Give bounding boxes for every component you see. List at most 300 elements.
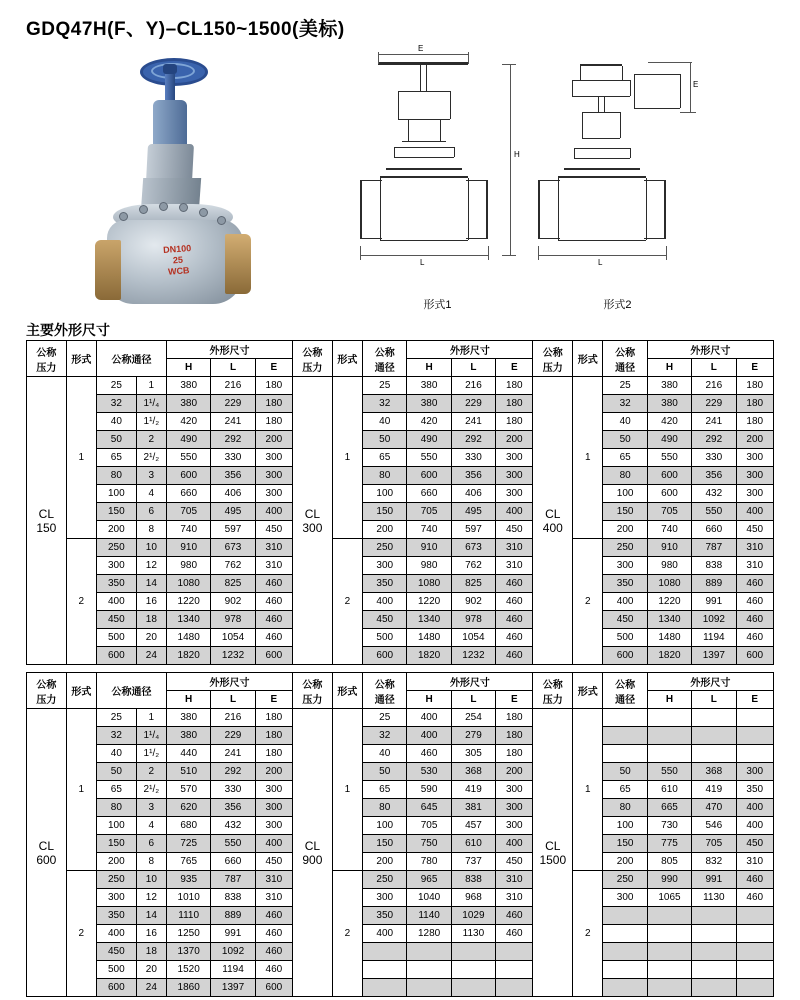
l-cell: 292 (692, 431, 736, 449)
header-dimensions: 外形尺寸 (167, 341, 293, 359)
e-cell: 460 (255, 593, 292, 611)
dn-inch-cell: 8 (136, 853, 166, 871)
l-cell: 432 (692, 485, 736, 503)
dn-cell: 600 (97, 647, 137, 665)
dn-cell: 50 (97, 431, 137, 449)
h-cell: 990 (647, 871, 691, 889)
section-title: 主要外形尺寸 (26, 322, 110, 338)
technical-drawing-form1 (350, 44, 525, 312)
header-dimensions: 外形尺寸 (407, 673, 533, 691)
dn-cell: 100 (97, 817, 137, 835)
e-cell (736, 979, 774, 997)
l-cell: 330 (692, 449, 736, 467)
dn-cell: 250 (603, 871, 647, 889)
e-cell: 460 (496, 593, 533, 611)
table-row (27, 575, 774, 593)
h-cell: 1370 (167, 943, 211, 961)
table-row (27, 817, 774, 835)
table-row (27, 431, 774, 449)
e-cell: 300 (736, 763, 774, 781)
marking-dn: DN100 (162, 243, 192, 255)
table-row (27, 979, 774, 997)
table-row (27, 889, 774, 907)
l-cell: 1397 (211, 979, 255, 997)
table-row (27, 961, 774, 979)
dn-cell: 100 (603, 485, 647, 503)
pressure-class-cell: CL 300 (293, 377, 333, 665)
header-h: H (407, 691, 451, 709)
table-row (27, 413, 774, 431)
l-cell: 241 (692, 413, 736, 431)
dn-cell: 350 (97, 907, 137, 925)
table-row (27, 629, 774, 647)
h-cell: 600 (647, 485, 691, 503)
header-pressure: 公称 压力 (293, 341, 333, 377)
e-cell: 180 (255, 395, 292, 413)
header-l: L (451, 359, 495, 377)
dn-cell: 32 (363, 727, 407, 745)
e-cell: 180 (496, 745, 533, 763)
dn-cell: 200 (603, 853, 647, 871)
header-nominal-diameter: 公称 通径 (363, 673, 407, 709)
l-cell: 229 (451, 395, 495, 413)
e-cell: 300 (255, 799, 292, 817)
h-cell: 705 (167, 503, 211, 521)
l-cell: 356 (211, 799, 255, 817)
e-cell: 180 (496, 377, 533, 395)
e-cell: 350 (736, 781, 774, 799)
dn-cell: 50 (603, 763, 647, 781)
dn-inch-cell: 2 (136, 763, 166, 781)
e-cell (736, 907, 774, 925)
e-cell: 200 (496, 763, 533, 781)
form-cell: 2 (332, 539, 362, 665)
e-cell (736, 745, 774, 763)
l-cell: 1232 (211, 647, 255, 665)
header-l: L (211, 691, 255, 709)
dn-inch-cell: 2¹/₂ (136, 449, 166, 467)
e-cell: 460 (736, 611, 774, 629)
l-cell: 406 (451, 485, 495, 503)
header-h: H (647, 359, 691, 377)
e-cell: 460 (496, 575, 533, 593)
dn-cell: 80 (603, 799, 647, 817)
h-cell: 1010 (167, 889, 211, 907)
e-cell: 600 (255, 647, 292, 665)
h-cell: 620 (167, 799, 211, 817)
header-e: E (496, 359, 533, 377)
l-cell: 546 (692, 817, 736, 835)
e-cell: 460 (736, 593, 774, 611)
dn-inch-cell: 10 (136, 871, 166, 889)
dn-cell: 32 (363, 395, 407, 413)
drawing1-label-l: L (420, 258, 425, 267)
e-cell: 300 (736, 485, 774, 503)
dn-cell: 450 (97, 943, 137, 961)
header-nominal-diameter: 公称通径 (97, 341, 167, 377)
l-cell (692, 745, 736, 763)
e-cell: 400 (496, 503, 533, 521)
l-cell: 1130 (692, 889, 736, 907)
l-cell: 991 (211, 925, 255, 943)
e-cell: 180 (496, 709, 533, 727)
l-cell: 610 (451, 835, 495, 853)
l-cell: 902 (211, 593, 255, 611)
h-cell: 1340 (407, 611, 451, 629)
l-cell: 292 (451, 431, 495, 449)
dn-cell: 400 (97, 593, 137, 611)
e-cell: 310 (496, 871, 533, 889)
dn-cell: 150 (97, 503, 137, 521)
l-cell: 991 (692, 871, 736, 889)
h-cell: 550 (647, 763, 691, 781)
h-cell: 490 (647, 431, 691, 449)
drawing2-label-l: L (598, 258, 603, 267)
l-cell: 254 (451, 709, 495, 727)
h-cell: 1480 (167, 629, 211, 647)
e-cell: 400 (736, 817, 774, 835)
dn-cell: 32 (97, 395, 137, 413)
dn-cell: 65 (97, 781, 137, 799)
h-cell (407, 979, 451, 997)
table-row (27, 647, 774, 665)
h-cell: 510 (167, 763, 211, 781)
l-cell: 381 (451, 799, 495, 817)
handwheel-hub-icon (163, 64, 177, 74)
l-cell: 356 (692, 467, 736, 485)
h-cell (407, 961, 451, 979)
dn-cell: 400 (97, 925, 137, 943)
dn-inch-cell: 3 (136, 799, 166, 817)
e-cell: 460 (255, 943, 292, 961)
l-cell: 305 (451, 745, 495, 763)
form-cell: 2 (332, 871, 362, 997)
e-cell: 400 (255, 503, 292, 521)
marking-material: WCB (167, 265, 190, 277)
dn-inch-cell: 24 (136, 979, 166, 997)
form-cell: 1 (573, 377, 603, 539)
h-cell: 680 (167, 817, 211, 835)
l-cell (692, 925, 736, 943)
l-cell: 229 (211, 395, 255, 413)
l-cell: 368 (451, 763, 495, 781)
l-cell: 229 (211, 727, 255, 745)
dn-cell: 250 (97, 539, 137, 557)
dn-cell: 600 (363, 647, 407, 665)
dn-cell: 500 (603, 629, 647, 647)
table-row (27, 835, 774, 853)
table-row (27, 503, 774, 521)
l-cell: 991 (692, 593, 736, 611)
drawing1-label-h: H (514, 150, 520, 159)
table-row (27, 467, 774, 485)
dn-cell (603, 727, 647, 745)
l-cell: 832 (692, 853, 736, 871)
l-cell: 356 (451, 467, 495, 485)
header-form: 形式 (66, 341, 96, 377)
l-cell: 292 (211, 431, 255, 449)
header-form: 形式 (332, 673, 362, 709)
l-cell: 406 (211, 485, 255, 503)
dn-cell (603, 907, 647, 925)
e-cell: 300 (255, 449, 292, 467)
dn-inch-cell: 16 (136, 925, 166, 943)
h-cell: 730 (647, 817, 691, 835)
h-cell: 660 (167, 485, 211, 503)
table-header-row (27, 341, 774, 359)
e-cell: 300 (255, 485, 292, 503)
dn-cell: 450 (603, 611, 647, 629)
h-cell: 530 (407, 763, 451, 781)
dn-cell: 25 (363, 709, 407, 727)
header-l: L (692, 691, 736, 709)
e-cell: 180 (255, 413, 292, 431)
e-cell: 300 (736, 467, 774, 485)
h-cell: 665 (647, 799, 691, 817)
pressure-class-cell: CL 600 (27, 709, 67, 997)
l-cell: 550 (692, 503, 736, 521)
dimension-table-2 (26, 672, 774, 997)
dn-inch-cell: 1¹/₂ (136, 413, 166, 431)
h-cell: 1820 (407, 647, 451, 665)
header-pressure: 公称 压力 (27, 673, 67, 709)
h-cell: 570 (167, 781, 211, 799)
h-cell: 1820 (647, 647, 691, 665)
dn-cell (603, 925, 647, 943)
dn-cell: 32 (97, 727, 137, 745)
l-cell: 968 (451, 889, 495, 907)
h-cell (647, 709, 691, 727)
e-cell: 200 (255, 431, 292, 449)
e-cell: 450 (255, 853, 292, 871)
l-cell: 241 (211, 745, 255, 763)
e-cell: 310 (736, 853, 774, 871)
e-cell: 460 (736, 871, 774, 889)
dn-inch-cell: 3 (136, 467, 166, 485)
h-cell: 490 (407, 431, 451, 449)
header-nominal-diameter: 公称 通径 (363, 341, 407, 377)
header-form: 形式 (573, 673, 603, 709)
h-cell: 380 (647, 377, 691, 395)
h-cell: 750 (407, 835, 451, 853)
h-cell: 935 (167, 871, 211, 889)
h-cell (647, 979, 691, 997)
drawing1-label-e: E (418, 44, 424, 53)
e-cell: 310 (496, 557, 533, 575)
e-cell (736, 709, 774, 727)
h-cell: 1140 (407, 907, 451, 925)
h-cell (647, 925, 691, 943)
e-cell: 300 (496, 485, 533, 503)
dn-cell: 50 (363, 431, 407, 449)
dn-cell: 150 (363, 503, 407, 521)
l-cell: 978 (451, 611, 495, 629)
l-cell (451, 943, 495, 961)
l-cell: 902 (451, 593, 495, 611)
dn-cell: 100 (363, 485, 407, 503)
dn-cell: 300 (603, 889, 647, 907)
dn-cell: 350 (603, 575, 647, 593)
page-title: GDQ47H(F、Y)–CL150~1500(美标) (26, 19, 345, 40)
table-row (27, 557, 774, 575)
header-pressure: 公称 压力 (293, 673, 333, 709)
header-nominal-diameter: 公称 通径 (603, 673, 647, 709)
table-row (27, 799, 774, 817)
e-cell: 180 (736, 377, 774, 395)
dn-cell: 350 (363, 907, 407, 925)
e-cell (496, 961, 533, 979)
e-cell: 460 (255, 907, 292, 925)
h-cell (647, 943, 691, 961)
dn-cell: 25 (97, 377, 137, 395)
e-cell: 310 (496, 889, 533, 907)
header-dimensions: 外形尺寸 (407, 341, 533, 359)
table-row (27, 925, 774, 943)
h-cell: 420 (407, 413, 451, 431)
h-cell: 600 (647, 467, 691, 485)
l-cell: 825 (451, 575, 495, 593)
header-nominal-diameter: 公称 通径 (603, 341, 647, 377)
valve-yoke (153, 100, 187, 146)
drawing2-caption: 形式2 (603, 299, 632, 311)
dn-inch-cell: 6 (136, 835, 166, 853)
l-cell: 673 (451, 539, 495, 557)
drawing1-caption: 形式1 (423, 299, 452, 311)
dn-cell: 150 (603, 503, 647, 521)
dn-cell: 250 (603, 539, 647, 557)
l-cell: 1194 (211, 961, 255, 979)
l-cell (692, 943, 736, 961)
dn-cell: 500 (97, 629, 137, 647)
l-cell (692, 961, 736, 979)
dn-cell: 600 (603, 647, 647, 665)
form-cell: 1 (66, 377, 96, 539)
dn-cell: 400 (363, 925, 407, 943)
dn-cell: 150 (603, 835, 647, 853)
dn-inch-cell: 6 (136, 503, 166, 521)
l-cell: 330 (451, 449, 495, 467)
valve-body-markings (142, 242, 214, 280)
dn-cell: 500 (363, 629, 407, 647)
dn-cell (603, 943, 647, 961)
dn-cell: 25 (603, 377, 647, 395)
l-cell: 597 (211, 521, 255, 539)
l-cell: 495 (211, 503, 255, 521)
header-e: E (736, 359, 774, 377)
h-cell: 550 (647, 449, 691, 467)
dn-cell: 100 (97, 485, 137, 503)
bolt-icon (119, 212, 128, 221)
l-cell: 216 (211, 709, 255, 727)
pressure-class-cell: CL 150 (27, 377, 67, 665)
h-cell: 1110 (167, 907, 211, 925)
header-l: L (692, 359, 736, 377)
e-cell: 310 (255, 871, 292, 889)
l-cell: 550 (211, 835, 255, 853)
dn-inch-cell: 20 (136, 961, 166, 979)
h-cell: 1065 (647, 889, 691, 907)
h-cell: 380 (167, 377, 211, 395)
header-l: L (451, 691, 495, 709)
dn-cell: 300 (363, 557, 407, 575)
form-cell: 1 (573, 709, 603, 871)
l-cell: 825 (211, 575, 255, 593)
h-cell: 705 (407, 817, 451, 835)
h-cell: 910 (407, 539, 451, 557)
l-cell: 705 (692, 835, 736, 853)
dn-cell: 300 (363, 889, 407, 907)
h-cell: 805 (647, 853, 691, 871)
h-cell: 420 (167, 413, 211, 431)
h-cell: 1250 (167, 925, 211, 943)
e-cell: 300 (496, 781, 533, 799)
h-cell: 380 (407, 377, 451, 395)
l-cell: 762 (211, 557, 255, 575)
h-cell: 380 (167, 727, 211, 745)
h-cell: 380 (407, 395, 451, 413)
dn-cell: 400 (363, 593, 407, 611)
dn-inch-cell: 20 (136, 629, 166, 647)
h-cell: 780 (407, 853, 451, 871)
h-cell: 775 (647, 835, 691, 853)
table-row (27, 611, 774, 629)
bolt-icon (139, 205, 148, 214)
h-cell (647, 907, 691, 925)
header-pressure: 公称 压力 (533, 673, 573, 709)
dn-cell: 450 (97, 611, 137, 629)
header-l: L (211, 359, 255, 377)
dn-cell: 50 (363, 763, 407, 781)
e-cell: 460 (496, 629, 533, 647)
dn-cell: 25 (97, 709, 137, 727)
e-cell: 400 (496, 835, 533, 853)
dn-cell: 350 (97, 575, 137, 593)
h-cell: 1080 (407, 575, 451, 593)
illustration-area (0, 42, 800, 312)
dn-cell: 50 (603, 431, 647, 449)
e-cell: 460 (255, 925, 292, 943)
l-cell: 419 (692, 781, 736, 799)
dn-inch-cell: 14 (136, 907, 166, 925)
dn-inch-cell: 4 (136, 817, 166, 835)
header-e: E (496, 691, 533, 709)
dn-cell: 200 (363, 521, 407, 539)
e-cell: 180 (496, 413, 533, 431)
dn-cell: 500 (97, 961, 137, 979)
l-cell: 1029 (451, 907, 495, 925)
l-cell: 1092 (211, 943, 255, 961)
header-form: 形式 (66, 673, 96, 709)
h-cell: 980 (167, 557, 211, 575)
e-cell: 180 (736, 413, 774, 431)
l-cell: 1054 (451, 629, 495, 647)
e-cell: 300 (255, 467, 292, 485)
dn-cell: 100 (363, 817, 407, 835)
dn-cell: 65 (363, 781, 407, 799)
e-cell: 300 (496, 799, 533, 817)
dn-inch-cell: 18 (136, 943, 166, 961)
e-cell: 400 (255, 835, 292, 853)
table-row (27, 521, 774, 539)
l-cell: 419 (451, 781, 495, 799)
bolt-icon (199, 208, 208, 217)
dn-cell: 65 (97, 449, 137, 467)
h-cell: 490 (167, 431, 211, 449)
dn-inch-cell: 1¹/₄ (136, 727, 166, 745)
e-cell (736, 961, 774, 979)
dn-cell: 200 (97, 853, 137, 871)
pressure-class-cell: CL 1500 (533, 709, 573, 997)
